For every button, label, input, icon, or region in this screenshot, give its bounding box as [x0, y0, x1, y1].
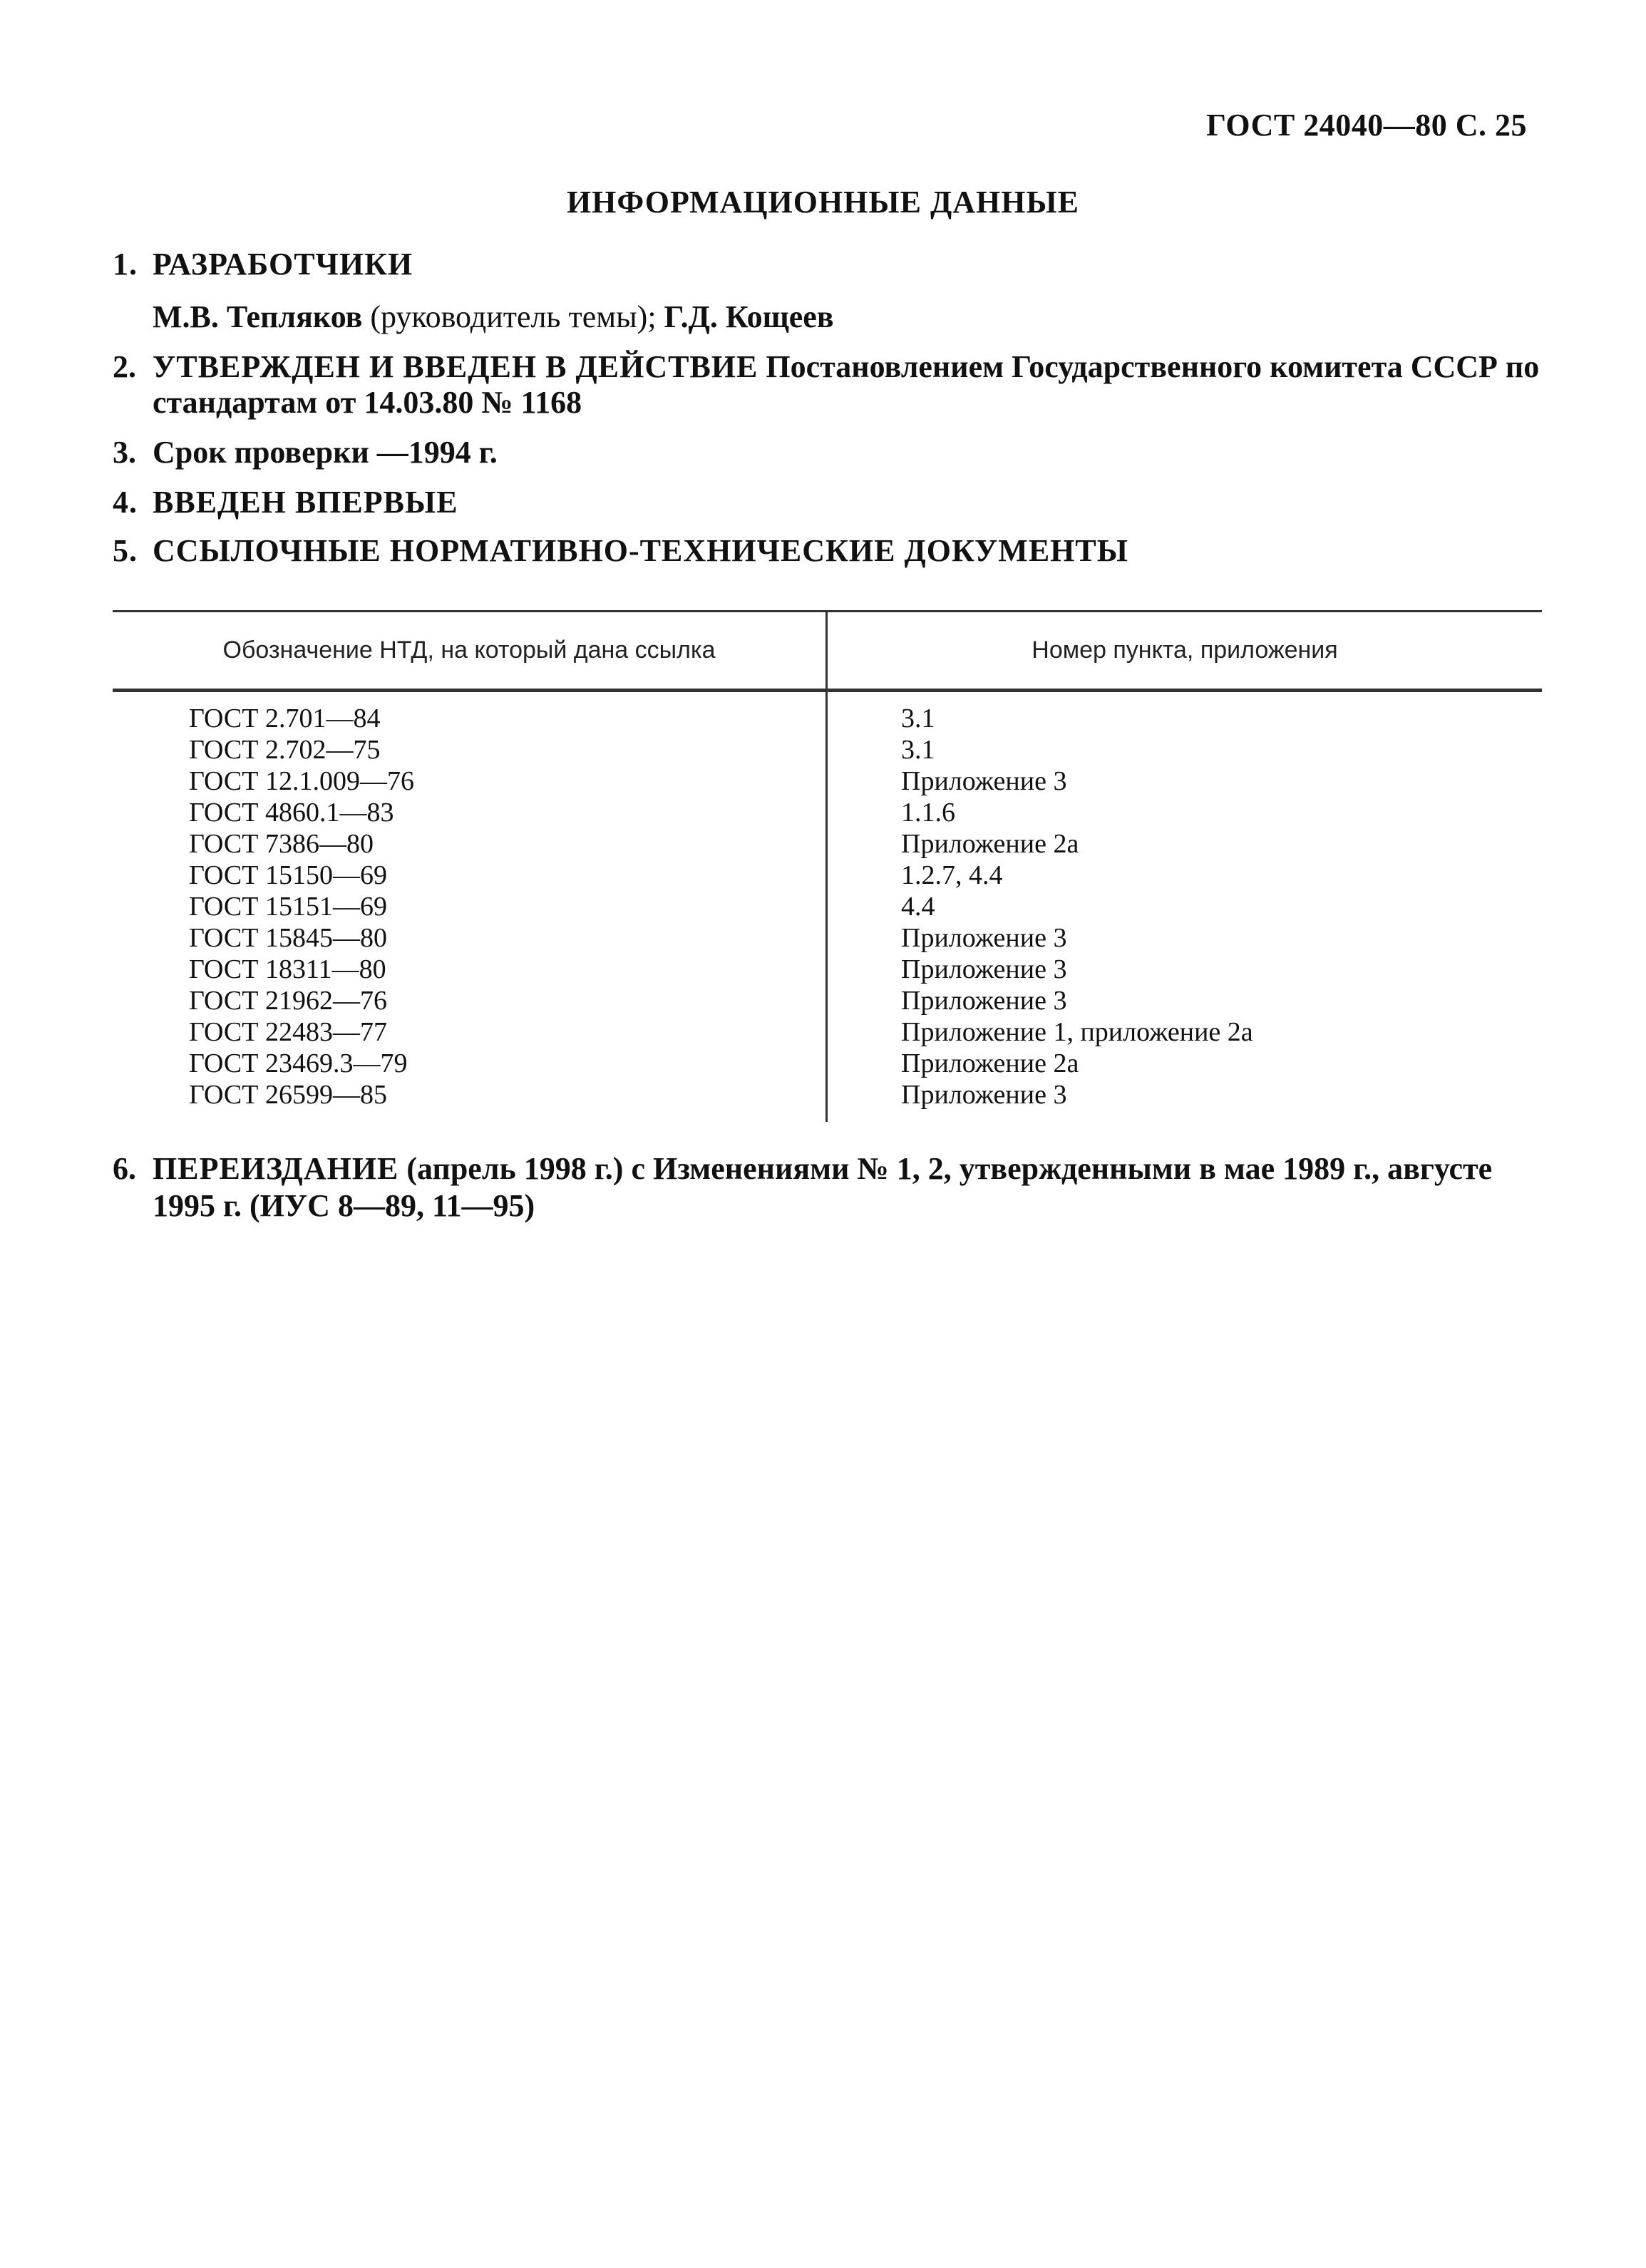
item-label: ВВЕДЕН ВПЕРВЫЕ [153, 485, 458, 520]
developer-role: (руководитель темы); [362, 299, 664, 334]
table-cell-document: ГОСТ 18311—80 [189, 954, 386, 984]
table-column-divider [825, 610, 828, 1122]
item-number: 6. [113, 1151, 136, 1186]
section-review-period [113, 435, 498, 470]
table-cell-document: ГОСТ 15150—69 [189, 860, 387, 890]
item-label: ССЫЛОЧНЫЕ НОРМАТИВНО-ТЕХНИЧЕСКИЕ ДОКУМЕНТЫ [153, 533, 1128, 568]
table-cell-clause: 1.2.7, 4.4 [901, 860, 1003, 890]
table-cell-document: ГОСТ 15845—80 [189, 923, 387, 953]
developer-name: М.В. Тепляков [153, 299, 363, 334]
table-cell-clause: 4.4 [901, 892, 935, 922]
table-cell-document: ГОСТ 2.702—75 [189, 735, 381, 765]
developers-list [153, 299, 834, 335]
table-cell-document: ГОСТ 4860.1—83 [189, 798, 394, 828]
item-text: (апрель 1998 г.) с Изменениями № 1, 2, утвержденными в мае 1989 г., августе [398, 1151, 1493, 1186]
section-developers-heading [113, 247, 413, 282]
table-cell-document: ГОСТ 2.701—84 [189, 703, 381, 733]
table-cell-clause: Приложение 3 [901, 986, 1067, 1016]
table-cell-document: ГОСТ 21962—76 [189, 986, 387, 1016]
item-number: 5. [113, 533, 138, 568]
table-cell-document: ГОСТ 23469.3—79 [189, 1048, 408, 1078]
table-cell-clause: Приложение 3 [901, 923, 1067, 953]
item-number: 2. [113, 349, 136, 384]
item-text-continuation: 1995 г. (ИУС 8—89, 11—95) [153, 1188, 535, 1223]
item-text-continuation: стандартам от 14.03.80 № 1168 [153, 385, 582, 420]
section-first-introduced [113, 485, 458, 520]
table-cell-document: ГОСТ 22483—77 [189, 1017, 387, 1047]
item-text: Постановлением Государственного комитета СССР по [758, 349, 1540, 384]
table-cell-clause: Приложение 2а [901, 1048, 1079, 1078]
table-cell-clause: Приложение 2а [901, 829, 1079, 859]
table-cell-clause: 3.1 [901, 735, 935, 765]
table-cell-document: ГОСТ 7386—80 [189, 829, 374, 859]
table-cell-document: ГОСТ 12.1.009—76 [189, 766, 414, 796]
item-text: Срок проверки —1994 г. [153, 435, 498, 470]
document-title: ИНФОРМАЦИОННЫЕ ДАННЫЕ [566, 185, 1080, 220]
table-cell-document: ГОСТ 26599—85 [189, 1080, 387, 1110]
table-cell-clause: Приложение 3 [901, 954, 1067, 984]
table-column-documents [189, 703, 414, 1110]
item-number: 1. [113, 247, 138, 282]
item-number: 4. [113, 485, 138, 520]
item-label: ПЕРЕИЗДАНИЕ [153, 1151, 399, 1186]
table-cell-document: ГОСТ 15151—69 [189, 892, 387, 922]
section-reissue [113, 1150, 1542, 1187]
section-reference-documents [113, 533, 1128, 569]
table-cell-clause: Приложение 3 [901, 1080, 1067, 1110]
table-cell-clause: 3.1 [901, 703, 935, 733]
table-cell-clause: Приложение 1, приложение 2а [901, 1017, 1253, 1047]
table-cell-clause: Приложение 3 [901, 766, 1067, 796]
item-number: 3. [113, 435, 136, 470]
table-column-clauses [901, 703, 1253, 1110]
table-header-clause: Номер пункта, приложения [1032, 636, 1338, 664]
developer-name: Г.Д. Кощеев [664, 299, 834, 334]
section-approved [113, 349, 1542, 385]
table-cell-clause: 1.1.6 [901, 798, 955, 828]
page-header: ГОСТ 24040—80 С. 25 [1205, 108, 1527, 143]
item-label: УТВЕРЖДЕН И ВВЕДЕН В ДЕЙСТВИЕ [153, 349, 758, 384]
table-header-document: Обозначение НТД, на который дана ссылка [222, 636, 716, 664]
item-label: РАЗРАБОТЧИКИ [153, 247, 413, 282]
